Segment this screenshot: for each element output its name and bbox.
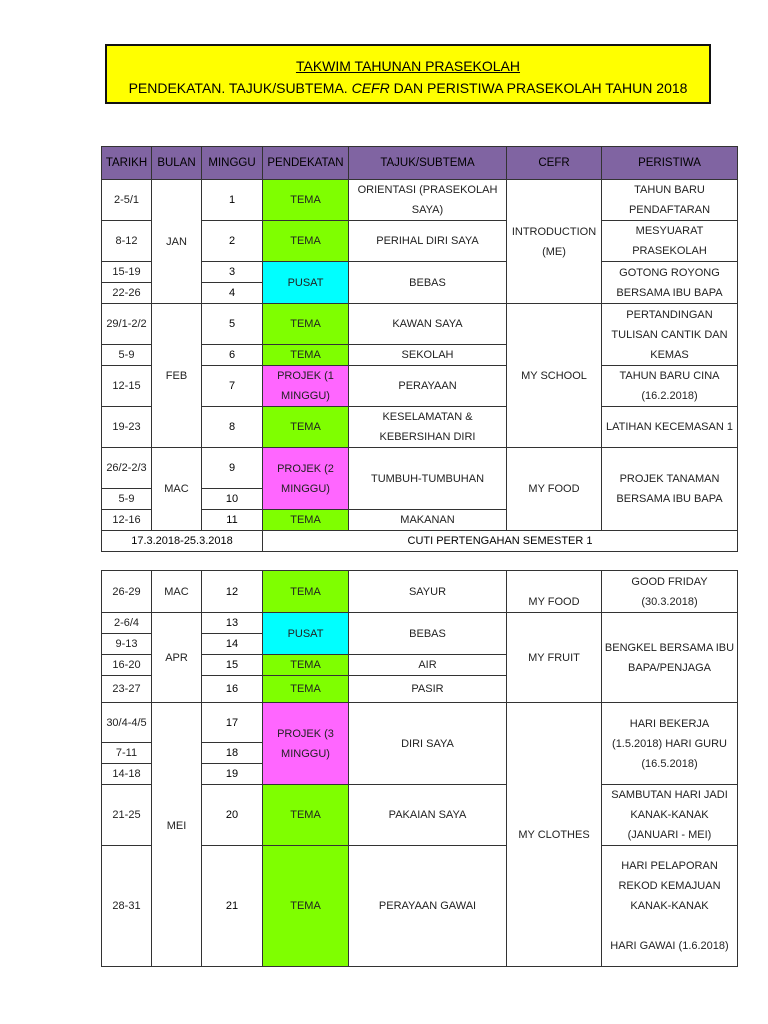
- cefr-cell: MY SCHOOL: [507, 304, 602, 448]
- spacer: [604, 916, 735, 936]
- approach-cell: TEMA: [263, 676, 349, 703]
- event-cell: PROJEK TANAMAN BERSAMA IBU BAPA: [602, 448, 738, 531]
- subtheme-cell: PERIHAL DIRI SAYA: [349, 221, 507, 262]
- cefr-cell: MY CLOTHES: [507, 703, 602, 967]
- week-cell: 2: [202, 221, 263, 262]
- date-cell: 22-26: [102, 283, 152, 304]
- document-title: TAKWIM TAHUNAN PRASEKOLAH: [295, 58, 521, 74]
- subtheme-cell: BEBAS: [349, 613, 507, 655]
- week-cell: 16: [202, 676, 263, 703]
- cefr-cell: MY FOOD: [507, 571, 602, 613]
- subtheme-cell: DIRI SAYA: [349, 703, 507, 785]
- approach-cell: TEMA: [263, 180, 349, 221]
- approach-cell: PROJEK (2 MINGGU): [263, 448, 349, 510]
- date-cell: 2-6/4: [102, 613, 152, 634]
- date-cell: 12-16: [102, 510, 152, 531]
- week-cell: 8: [202, 407, 263, 448]
- cefr-cell: MY FOOD: [507, 448, 602, 531]
- holiday-label: CUTI PERTENGAHAN SEMESTER 1: [263, 531, 738, 552]
- subtitle-part-2: DAN PERISTIWA PRASEKOLAH TAHUN 2018: [389, 80, 688, 96]
- title-box: [105, 44, 711, 104]
- date-cell: 29/1-2/2: [102, 304, 152, 345]
- event-cell: [602, 846, 738, 967]
- week-cell: 19: [202, 764, 263, 785]
- date-cell: 5-9: [102, 489, 152, 510]
- subtheme-cell: ORIENTASI (PRASEKOLAH SAYA): [349, 180, 507, 221]
- date-cell: 28-31: [102, 846, 152, 967]
- approach-cell: TEMA: [263, 345, 349, 366]
- month-cell: MAC: [152, 571, 202, 613]
- subtheme-cell: PERAYAAN GAWAI: [349, 846, 507, 967]
- week-cell: 18: [202, 743, 263, 764]
- header-minggu: MINGGU: [202, 147, 263, 180]
- holiday-date: 17.3.2018-25.3.2018: [102, 531, 263, 552]
- date-cell: 14-18: [102, 764, 152, 785]
- week-cell: 1: [202, 180, 263, 221]
- table-row: [102, 180, 738, 221]
- event-cell: TAHUN BARU PENDAFTARAN: [602, 180, 738, 221]
- approach-cell: TEMA: [263, 304, 349, 345]
- event-cell: LATIHAN KECEMASAN 1: [602, 407, 738, 448]
- date-cell: 23-27: [102, 676, 152, 703]
- subtitle-part-1: PENDEKATAN. TAJUK/SUBTEMA.: [128, 80, 352, 96]
- date-cell: 30/4-4/5: [102, 703, 152, 743]
- cefr-cell: INTRODUCTION (ME): [507, 180, 602, 304]
- event-cell: MESYUARAT PRASEKOLAH: [602, 221, 738, 262]
- month-cell: APR: [152, 613, 202, 703]
- date-cell: 7-11: [102, 743, 152, 764]
- week-cell: 14: [202, 634, 263, 655]
- week-cell: 21: [202, 846, 263, 967]
- month-cell: MEI: [152, 703, 202, 967]
- event-cell: GOTONG ROYONG BERSAMA IBU BAPA: [602, 262, 738, 304]
- header-bulan: BULAN: [152, 147, 202, 180]
- date-cell: 19-23: [102, 407, 152, 448]
- subtheme-cell: PAKAIAN SAYA: [349, 785, 507, 846]
- subtheme-cell: MAKANAN: [349, 510, 507, 531]
- approach-cell: PROJEK (3 MINGGU): [263, 703, 349, 785]
- table-row: [102, 304, 738, 345]
- week-cell: 12: [202, 571, 263, 613]
- month-cell: JAN: [152, 180, 202, 304]
- approach-cell: TEMA: [263, 221, 349, 262]
- subtheme-cell: TUMBUH-TUMBUHAN: [349, 448, 507, 510]
- month-cell: MAC: [152, 448, 202, 531]
- event-cell: BENGKEL BERSAMA IBU BAPA/PENJAGA: [602, 613, 738, 703]
- month-cell: FEB: [152, 304, 202, 448]
- week-cell: 13: [202, 613, 263, 634]
- date-cell: 8-12: [102, 221, 152, 262]
- date-cell: 26-29: [102, 571, 152, 613]
- date-cell: 5-9: [102, 345, 152, 366]
- subtheme-cell: PERAYAAN: [349, 366, 507, 407]
- date-cell: 16-20: [102, 655, 152, 676]
- cefr-cell: MY FRUIT: [507, 613, 602, 703]
- week-cell: 5: [202, 304, 263, 345]
- approach-cell: TEMA: [263, 846, 349, 967]
- week-cell: 9: [202, 448, 263, 489]
- date-cell: 26/2-2/3: [102, 448, 152, 489]
- date-cell: 21-25: [102, 785, 152, 846]
- header-row: [102, 147, 738, 180]
- date-cell: 15-19: [102, 262, 152, 283]
- approach-cell: PROJEK (1 MINGGU): [263, 366, 349, 407]
- header-pendekatan: PENDEKATAN: [263, 147, 349, 180]
- approach-cell: PUSAT: [263, 613, 349, 655]
- event-cell: SAMBUTAN HARI JADI KANAK-KANAK (JANUARI - MEI): [602, 785, 738, 846]
- week-cell: 11: [202, 510, 263, 531]
- header-cefr: CEFR: [507, 147, 602, 180]
- table-row: [102, 613, 738, 634]
- table-row: [102, 571, 738, 613]
- week-cell: 3: [202, 262, 263, 283]
- week-cell: 15: [202, 655, 263, 676]
- subtheme-cell: BEBAS: [349, 262, 507, 304]
- date-cell: 9-13: [102, 634, 152, 655]
- week-cell: 4: [202, 283, 263, 304]
- calendar-table-2: [101, 570, 738, 967]
- event-cell: PERTANDINGAN TULISAN CANTIK DAN KEMAS: [602, 304, 738, 366]
- event-cell: HARI BEKERJA (1.5.2018) HARI GURU (16.5.2018): [602, 703, 738, 785]
- approach-cell: PUSAT: [263, 262, 349, 304]
- table-row: [102, 703, 738, 743]
- week-cell: 20: [202, 785, 263, 846]
- header-tajuk: TAJUK/SUBTEMA: [349, 147, 507, 180]
- table-row: [102, 448, 738, 489]
- subtheme-cell: KESELAMATAN & KEBERSIHAN DIRI: [349, 407, 507, 448]
- event-cell: GOOD FRIDAY (30.3.2018): [602, 571, 738, 613]
- header-tarikh: TARIKH: [102, 147, 152, 180]
- header-peristiwa: PERISTIWA: [602, 147, 738, 180]
- subtheme-cell: KAWAN SAYA: [349, 304, 507, 345]
- date-cell: 12-15: [102, 366, 152, 407]
- document-subtitle: [107, 80, 709, 96]
- subtheme-cell: SEKOLAH: [349, 345, 507, 366]
- subtheme-cell: SAYUR: [349, 571, 507, 613]
- subtheme-cell: PASIR: [349, 676, 507, 703]
- approach-cell: TEMA: [263, 571, 349, 613]
- approach-cell: TEMA: [263, 407, 349, 448]
- date-cell: 2-5/1: [102, 180, 152, 221]
- approach-cell: TEMA: [263, 655, 349, 676]
- event-line: HARI PELAPORAN REKOD KEMAJUAN KANAK-KANAK: [618, 860, 721, 912]
- week-cell: 6: [202, 345, 263, 366]
- week-cell: 17: [202, 703, 263, 743]
- event-line: HARI GAWAI (1.6.2018): [610, 940, 729, 952]
- calendar-table-1: [101, 146, 738, 552]
- subtitle-cefr: CEFR: [351, 80, 390, 96]
- event-cell: TAHUN BARU CINA (16.2.2018): [602, 366, 738, 407]
- week-cell: 10: [202, 489, 263, 510]
- subtheme-cell: AIR: [349, 655, 507, 676]
- approach-cell: TEMA: [263, 510, 349, 531]
- week-cell: 7: [202, 366, 263, 407]
- holiday-row: [102, 531, 738, 552]
- approach-cell: TEMA: [263, 785, 349, 846]
